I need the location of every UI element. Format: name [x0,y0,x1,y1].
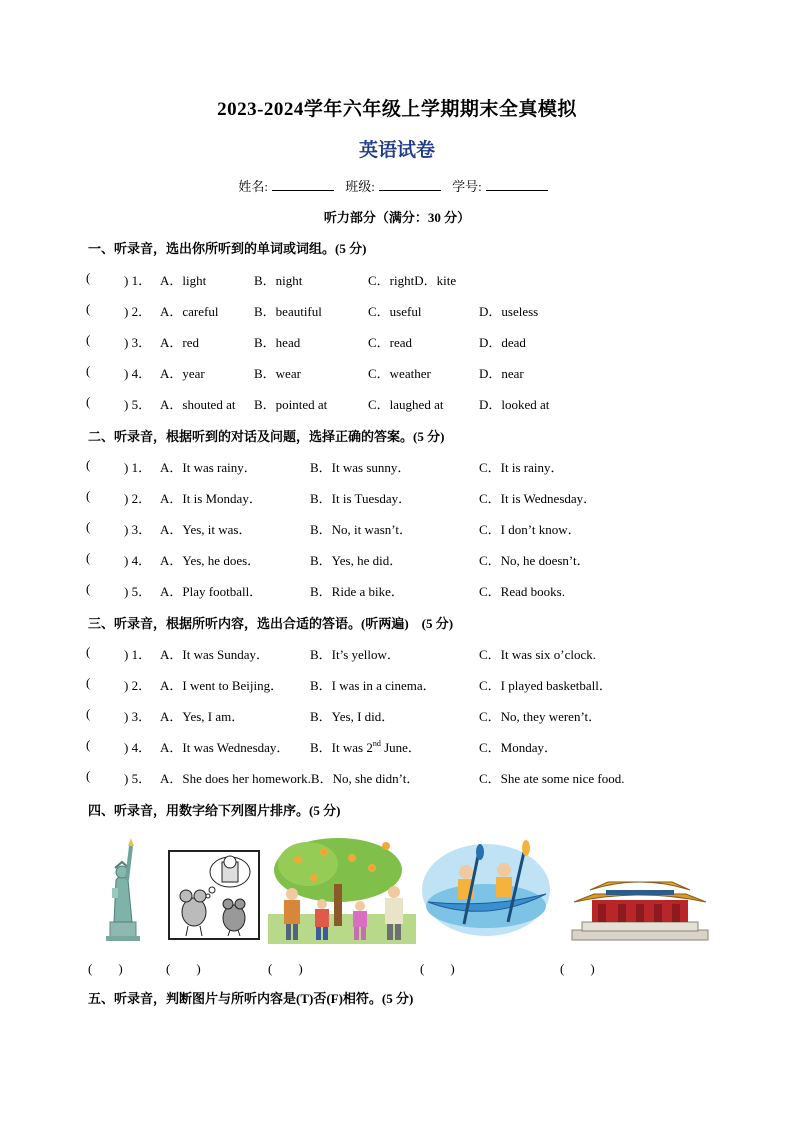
question-number: ) 3． [124,522,152,537]
option-a: A．Play football． [160,584,263,599]
option-c: C．No, they weren’t． [479,709,602,724]
option-a: A．It was Wednesday． [160,740,290,755]
answer-paren[interactable]: ( [86,488,91,503]
picture-answer-slot[interactable]: ( ) [88,961,123,976]
name-label: 姓名: [238,179,268,194]
class-blank[interactable] [379,178,441,191]
option-a: A．I went to Beijing． [160,678,284,693]
answer-paren[interactable]: ( [86,706,91,721]
answer-paren[interactable]: ( [86,270,91,285]
question-number: ) 2． [124,491,152,506]
answer-paren[interactable]: ( [86,519,91,534]
question-number: ) 2． [124,678,152,693]
option-c: C．It is rainy． [479,460,564,475]
answer-paren[interactable]: ( [86,644,91,659]
answer-paren[interactable]: ( [86,581,91,596]
option-c: C．It is Wednesday． [479,491,597,506]
question-number: ) 3． [124,709,152,724]
section-4-title: 四、听录音，用数字给下列图片排序。(5 分) [88,803,341,818]
option-c: C．rightD．kite [368,273,457,288]
answer-paren[interactable]: ( [86,301,91,316]
option-a: A．Yes, it was． [160,522,252,537]
answer-paren[interactable]: ( [86,737,91,752]
answer-paren[interactable]: ( [86,457,91,472]
class-label: 班级: [345,179,375,194]
question-number: ) 4． [124,740,152,755]
option-c: C．Read books. [479,584,565,599]
option-a: A．It was Sunday． [160,647,270,662]
option-b: B．It is Tuesday． [310,491,412,506]
answer-paren[interactable]: ( [86,332,91,347]
option-b: B．head [254,335,301,350]
section-3-title: 三、听录音，根据所听内容，选出合适的答语。(听两遍) (5 分) [88,616,454,631]
picture-answer-slot[interactable]: ( ) [268,961,303,976]
question-number: ) 1． [124,273,152,288]
option-b: B．pointed at [254,397,328,412]
option-b: B．Ride a bike． [310,584,404,599]
palace-picture [568,870,712,942]
option-b: B．Yes, I did． [310,709,395,724]
option-b: B．I was in a cinema． [310,678,436,693]
listening-part-title: 听力部分（满分：30 分） [323,210,471,225]
answer-paren[interactable]: ( [86,363,91,378]
option-a: A．year [160,366,205,381]
name-blank[interactable] [272,178,334,191]
answer-paren[interactable]: ( [86,394,91,409]
exam-title: 2023-2024学年六年级上学期期末全真模拟 [217,99,577,120]
option-b: B．No, it wasn’t． [310,522,412,537]
option-d: D．looked at [479,397,550,412]
section-2-title: 二、听录音，根据听到的对话及问题，选择正确的答案。(5 分) [88,429,445,444]
option-b: B．It was sunny． [310,460,411,475]
mice-thinking-picture [168,850,260,940]
picture-answer-slot[interactable]: ( ) [420,961,455,976]
exam-subtitle: 英语试卷 [358,140,435,161]
answer-paren[interactable]: ( [86,675,91,690]
question-number: ) 5． [124,584,152,599]
statue-of-liberty-picture [98,836,146,942]
option-d: D．useless [479,304,539,319]
option-b: B．Yes, he did． [310,553,403,568]
picture-answer-slot[interactable]: ( ) [166,961,201,976]
question-number: ) 3． [124,335,152,350]
section-5-title: 五、听录音，判断图片与所听内容是(T)否(F)相符。(5 分) [88,991,414,1006]
option-c: C．useful [368,304,422,319]
option-a: A．Yes, I am． [160,709,245,724]
id-blank[interactable] [486,178,548,191]
option-d: D．dead [479,335,526,350]
option-b: B．beautiful [254,304,322,319]
option-c: C．No, he doesn’t． [479,553,590,568]
answer-paren[interactable]: ( [86,768,91,783]
ordinal-suffix: nd [372,738,381,748]
option-a: A．shouted at [160,397,236,412]
option-b: B．It’s yellow． [310,647,400,662]
question-number: ) 5． [124,397,152,412]
option-c: C．weather [368,366,431,381]
question-number: ) 4． [124,366,152,381]
id-label: 学号: [452,179,482,194]
question-number: ) 4． [124,553,152,568]
option-b-text-end: June． [380,740,421,755]
option-b [310,737,421,756]
option-c: C．read [368,335,413,350]
question-number: ) 5． [124,771,152,786]
kayaking-picture [420,836,552,938]
option-a: A．red [160,335,199,350]
picture-row [0,830,794,950]
question-number: ) 1． [124,647,152,662]
option-a: A．Yes, he does． [160,553,261,568]
question-number: ) 2． [124,304,152,319]
student-info-line [0,176,794,195]
picture-answer-slot[interactable]: ( ) [560,961,595,976]
option-c: C．I played basketball． [479,678,612,693]
option-b: B．wear [254,366,301,381]
option-a: A．It is Monday． [160,491,262,506]
option-d: D．near [479,366,524,381]
option-a: A．careful [160,304,219,319]
option-c: C．It was six o’clock. [479,647,596,662]
option-c: C．laughed at [368,397,444,412]
section-1-title: 一、听录音，选出你所听到的单词或词组。(5 分) [88,241,367,256]
option-b: B．night [254,273,303,288]
option-c: C．She ate some nice food. [479,771,625,786]
option-a: A．light [160,273,207,288]
option-c: C．I don’t know． [479,522,581,537]
fruit-tree-picture [268,834,416,944]
answer-paren[interactable]: ( [86,550,91,565]
option-b-text: B．It was 2 [310,740,373,755]
option-a: A．It was rainy． [160,460,257,475]
question-number: ) 1． [124,460,152,475]
option-a: A．She does her homework.B．No, she didn’t． [160,771,420,786]
option-c: C．Monday． [479,740,558,755]
